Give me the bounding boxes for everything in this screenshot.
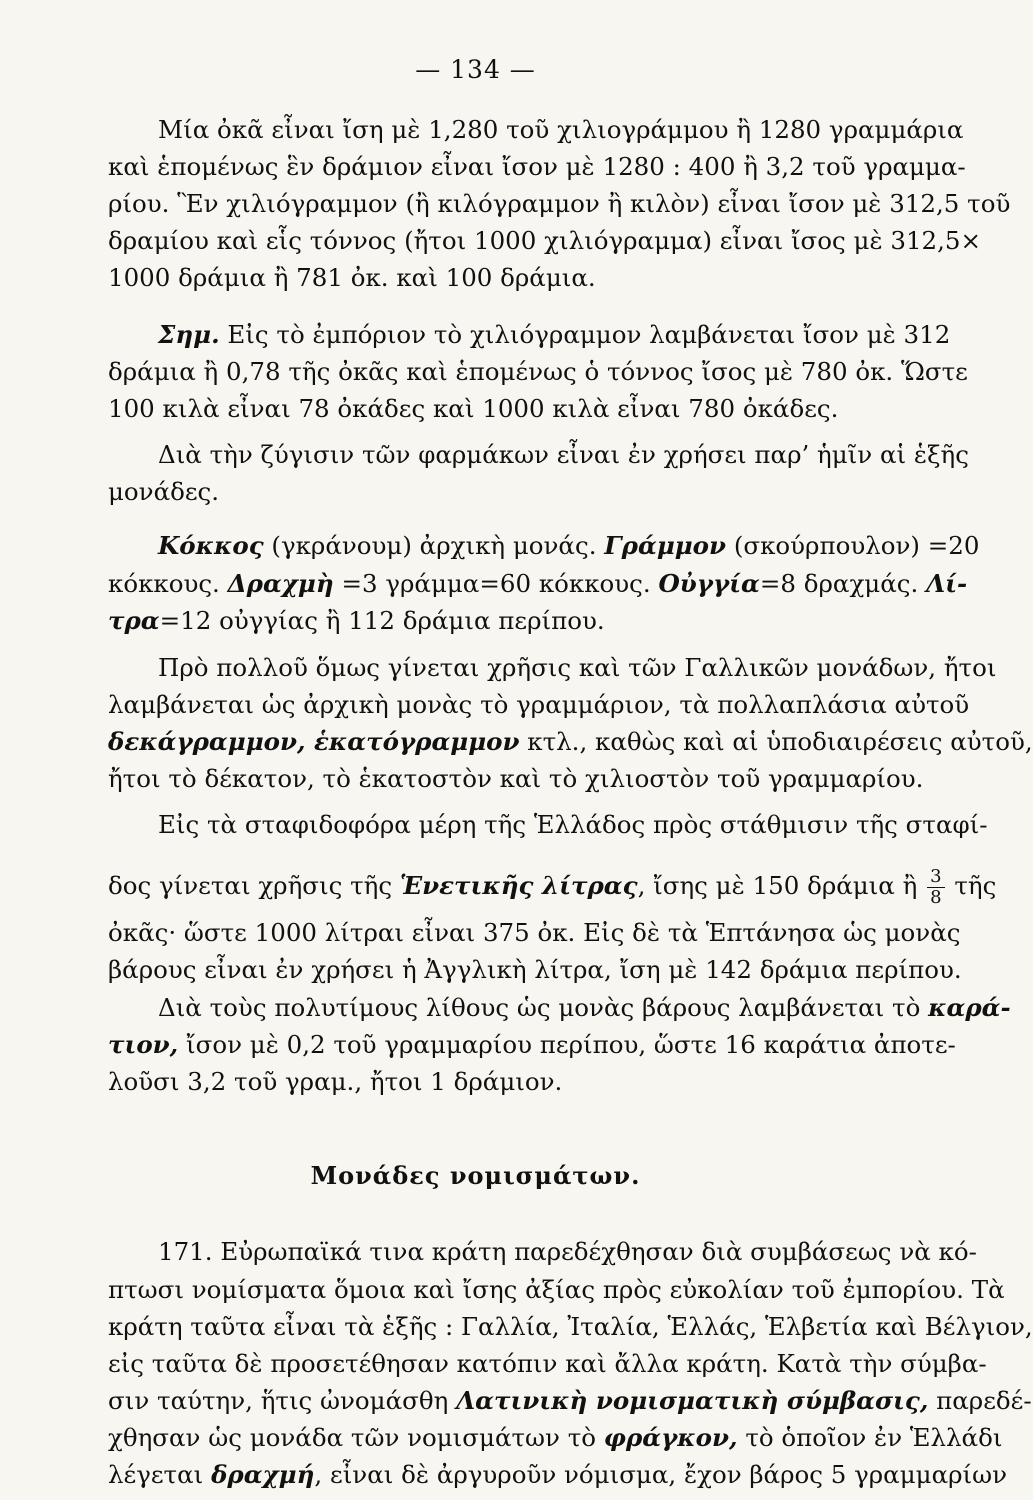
text-span: χθησαν ὡς μονάδα τῶν νομισμάτων τὸ	[108, 1423, 604, 1452]
term: Λατινικὴ νομισματικὴ σύμβασις,	[456, 1386, 929, 1415]
text-span: , εἶναι δὲ ἀργυροῦν νόμισμα, ἔχον βάρος 5 γραμμαρίων	[314, 1460, 1008, 1489]
text-span: κόκκους.	[108, 569, 228, 598]
text-line: Εἰς τὰ σταφιδοφόρα μέρη τῆς Ἑλλάδος πρὸς στάθμισιν τῆς σταφί-	[158, 810, 988, 839]
text-line: 1000 δράμια ἢ 781 ὀκ. καὶ 100 δράμια.	[108, 263, 596, 292]
term: Γράμμον	[604, 531, 727, 560]
text-span: (γκράνουμ) ἀρχικὴ μονάς.	[263, 531, 605, 560]
term: φράγκον,	[603, 1423, 738, 1452]
text-line: καὶ ἑπομένως ἓν δράμιον εἶναι ἴσον μὲ 1280 : 400 ἢ 3,2 τοῦ γραμμα-	[108, 152, 966, 181]
text-line	[158, 320, 951, 349]
text-line: 171. Εὐρωπαϊκά τινα κράτη παρεδέχθησαν διὰ συμβάσεως νὰ κό-	[158, 1237, 977, 1266]
term: Κόκκος	[158, 531, 264, 560]
text-line: μονάδες.	[108, 477, 220, 506]
text-span: τῆς	[946, 871, 997, 900]
text-line	[108, 569, 968, 598]
text-line: βάρους εἶναι ἐν χρήσει ἡ Ἀγγλικὴ λίτρα, ἴση μὲ 142 δράμια περίπου.	[108, 955, 962, 984]
text-line	[108, 727, 1033, 756]
term: Λί-	[926, 569, 968, 598]
text-line	[158, 993, 1011, 1022]
text-span: Εἰς τὸ ἐμπόριον τὸ χιλιόγραμμον λαμβάνεται ἴσον μὲ 312	[219, 320, 951, 349]
text-line: εἰς ταῦτα δὲ προσετέθησαν κατόπιν καὶ ἄλλα κράτη. Κατὰ τὴν σύμβα-	[108, 1349, 987, 1378]
text-line	[108, 866, 997, 908]
text-span: =3 γράμμα=60 κόκκους.	[333, 569, 659, 598]
text-line: δραμίου καὶ εἷς τόννος (ἤτοι 1000 χιλιόγραμμα) εἶναι ἴσος μὲ 312,5×	[108, 226, 982, 255]
text-line: ὀκᾶς· ὥστε 1000 λίτραι εἶναι 375 ὀκ. Εἰς δὲ τὰ Ἑπτάνησα ὡς μονὰς	[108, 918, 961, 947]
text-span: τὸ ὁποῖον ἐν Ἑλλάδι	[737, 1423, 1003, 1452]
text-line: κράτη ταῦτα εἶναι τὰ ἑξῆς : Γαλλία, Ἰταλία, Ἑλλάς, Ἑλβετία καὶ Βέλγιον,	[108, 1312, 1033, 1341]
text-span: κτλ., καθὼς καὶ αἱ ὑποδιαιρέσεις αὐτοῦ,	[519, 727, 1033, 756]
text-line: Μία ὀκᾶ εἶναι ἴση μὲ 1,280 τοῦ χιλιογράμμου ἢ 1280 γραμμάρια	[158, 115, 964, 144]
page-number: — 134 —	[415, 55, 536, 84]
text-line: 100 κιλὰ εἶναι 78 ὀκάδες καὶ 1000 κιλὰ εἶναι 780 ὀκάδες.	[108, 394, 839, 423]
fraction	[927, 868, 944, 907]
note-label: Σημ.	[158, 320, 220, 349]
text-line	[158, 531, 980, 560]
text-span: δος γίνεται χρῆσις τῆς	[108, 871, 400, 900]
text-line: ἤτοι τὸ δέκατον, τὸ ἑκατοστὸν καὶ τὸ χιλιοστὸν τοῦ γραμμαρίου.	[108, 764, 924, 793]
text-line: δράμια ἢ 0,78 τῆς ὀκᾶς καὶ ἑπομένως ὁ τόννος ἴσος μὲ 780 ὀκ. Ὥστε	[108, 357, 968, 386]
text-span: λέγεται	[108, 1460, 212, 1489]
text-line: λαμβάνεται ὡς ἀρχικὴ μονὰς τὸ γραμμάριον, τὰ πολλαπλάσια αὐτοῦ	[108, 690, 970, 719]
text-span: (σκούρπουλον) =20	[726, 531, 980, 560]
text-span: σιν ταύτην, ἥτις ὠνομάσθη	[108, 1386, 457, 1415]
text-line: Πρὸ πολλοῦ ὅμως γίνεται χρῆσις καὶ τῶν Γαλλικῶν μονάδων, ἤτοι	[158, 653, 997, 682]
text-span: , ἴσης μὲ 150 δράμια ἢ	[637, 871, 926, 900]
text-line	[108, 606, 948, 635]
term: Οὐγγία	[658, 569, 760, 598]
fraction-numerator: 3	[927, 868, 944, 888]
text-line	[108, 1423, 1003, 1452]
text-line: πτωσι νομίσματα ὅμοια καὶ ἴσης ἀξίας πρὸς εὐκολίαν τοῦ ἐμπορίου. Τὰ	[108, 1275, 1005, 1304]
term: δεκάγραμμον, ἑκατόγραμμον	[108, 727, 520, 756]
text-span: παρεδέ-	[928, 1386, 1032, 1415]
text-span: =12 οὐγγίας ἢ 112 δράμια περίπου.	[159, 606, 605, 635]
text-span: ἴσον μὲ 0,2 τοῦ γραμμαρίου περίπου, ὥστε 16 καράτια ἀποτε-	[178, 1030, 956, 1059]
term: καρά-	[928, 993, 1011, 1022]
text-line: λοῦσι 3,2 τοῦ γραμ., ἤτοι 1 δράμιον.	[108, 1067, 563, 1096]
term: τιον,	[108, 1030, 179, 1059]
term: δραχμή	[211, 1460, 315, 1489]
text-line: Διὰ τὴν ζύγισιν τῶν φαρμάκων εἶναι ἐν χρήσει παρ’ ἡμῖν αἱ ἑξῆς	[158, 440, 969, 469]
text-line	[108, 1030, 956, 1059]
text-line	[108, 1386, 1032, 1415]
text-line: ρίου. Ἓν χιλιόγραμμον (ἢ κιλόγραμμον ἢ κιλὸν) εἶναι ἴσον μὲ 312,5 τοῦ	[108, 189, 1011, 218]
term: τρα	[108, 606, 160, 635]
term: Ἑνετικῆς λίτρας	[399, 871, 638, 900]
text-span: Διὰ τοὺς πολυτίμους λίθους ὡς μονὰς βάρους λαμβάνεται τὸ	[158, 993, 929, 1022]
term: Δραχμὴ	[227, 569, 334, 598]
text-line	[108, 1460, 1008, 1489]
text-span: =8 δραχμάς.	[759, 569, 927, 598]
section-title: Μονάδες νομισμάτων.	[310, 1161, 641, 1190]
fraction-denominator: 8	[930, 887, 942, 908]
